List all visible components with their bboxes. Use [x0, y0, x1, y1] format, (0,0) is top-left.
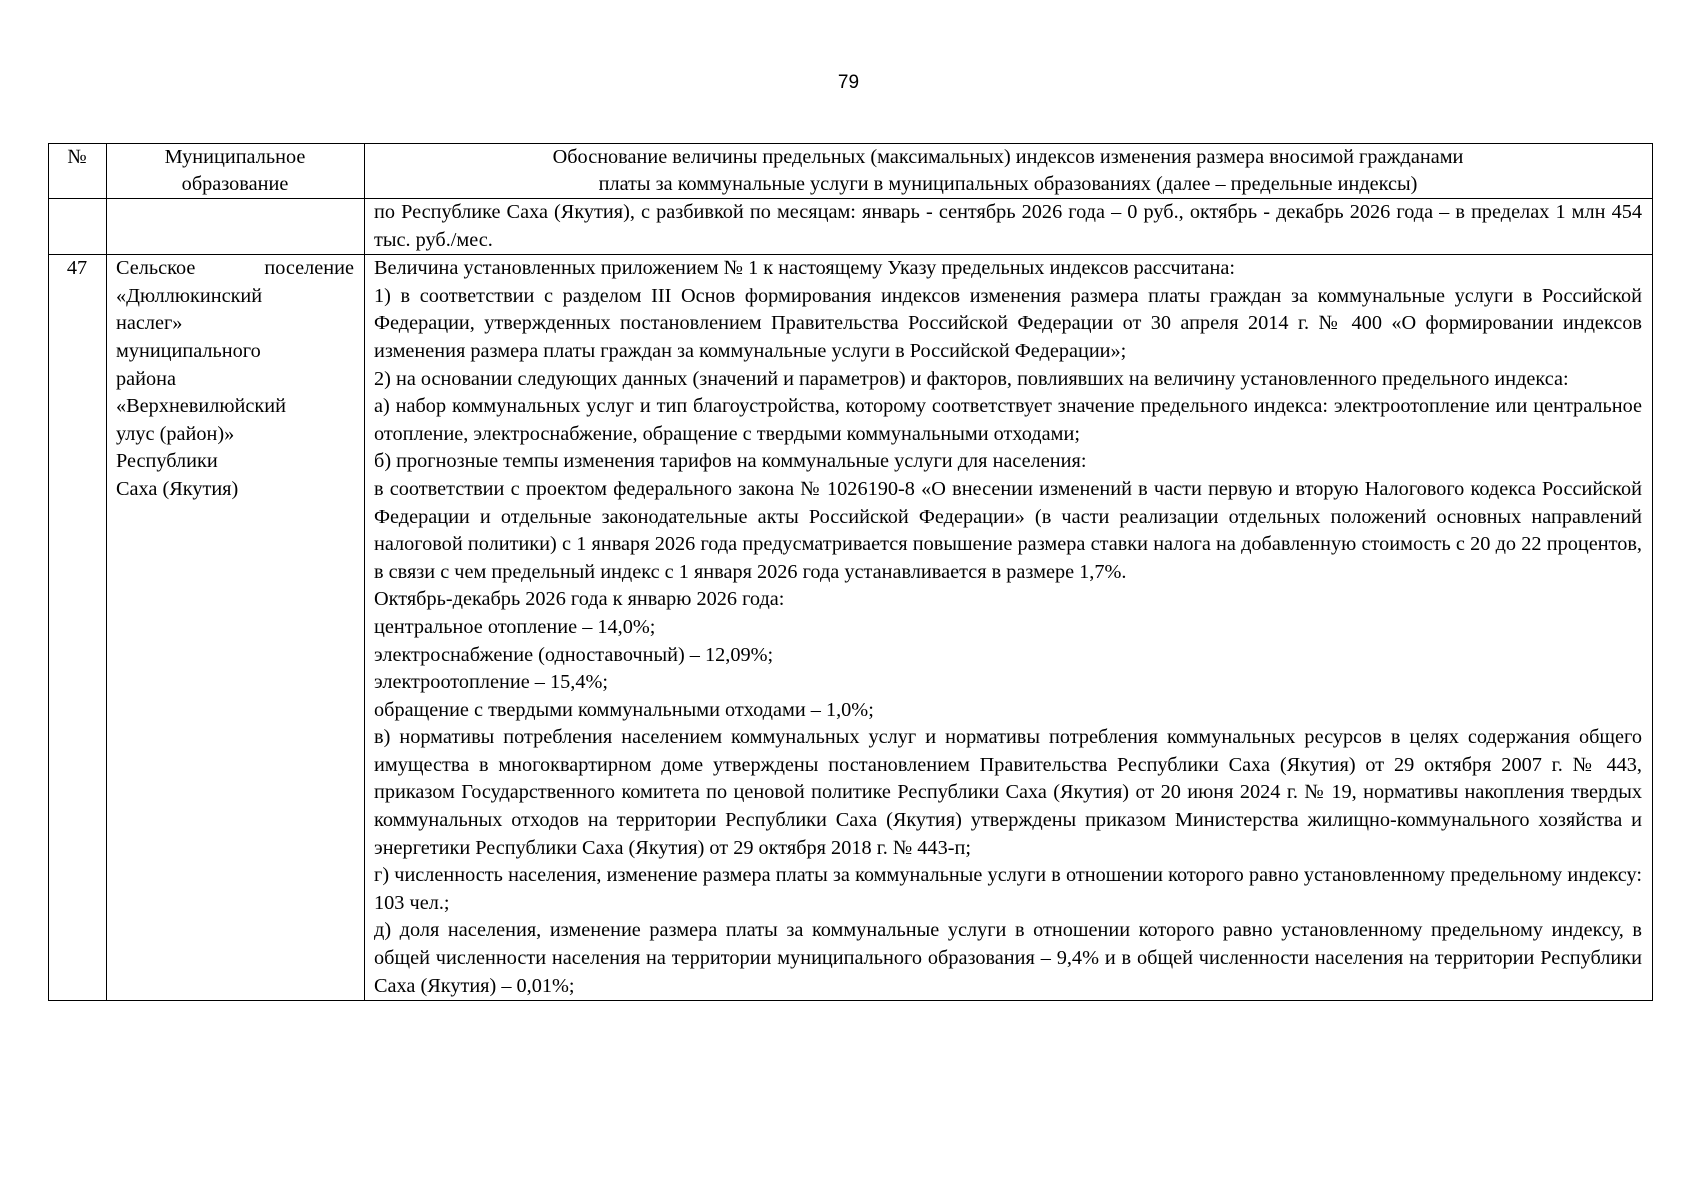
- paragraph-vat-change: в соответствии с проектом федерального закона № 1026190-8 «О внесении изменений в части первую и вторую Налогового кодекса Российской Федерации и отдельные законодательные акты Российской Федерации» (в части реализации отдельных положений основных направлений налоговой политики) с 1 января 2026 года предусматривается повышение размера ставки налога на добавленную стоимость с 20 до 22 процентов, в связи с чем предельный индекс с 1 января 2026 года устанавливается в размере 1,7%.: [374, 477, 1642, 583]
- continuation-text: по Республике Саха (Якутия), с разбивкой по месяцам: январь - сентябрь 2026 года – 0 руб., октябрь - декабрь 2026 года – в пределах 1 млн 454 тыс. руб./мес.: [374, 201, 1642, 251]
- cell-municipality: [107, 199, 365, 255]
- header-municipality-line: образование: [181, 173, 289, 195]
- paragraph-item-2: 2) на основании следующих данных (значений и параметров) и факторов, повлиявших на величину установленного предельного индекса:: [374, 367, 1569, 390]
- paragraph-intro: Величина установленных приложением № 1 к настоящему Указу предельных индексов рассчитана:: [374, 257, 1236, 280]
- cell-justification: [365, 199, 1653, 255]
- paragraph-period: Октябрь-декабрь 2026 года к январю 2026 года:: [374, 588, 785, 611]
- justification-table: [48, 143, 1653, 1001]
- paragraph-item-a: а) набор коммунальных услуг и тип благоустройства, которому соответствует значение предельного индекса: электроотопление или центральное отопление, электроснабжение, обращение с твердыми коммунальными отходами;: [374, 395, 1642, 445]
- justification-text: [365, 255, 1653, 1001]
- municipality-line: «Дюллюкинский: [116, 284, 263, 307]
- page-number: 79: [837, 72, 860, 93]
- header-number: №: [49, 144, 107, 199]
- header-justification-line: платы за коммунальные услуги в муниципальных образованиях (далее – предельные индексы): [598, 173, 1418, 195]
- municipality-name: [107, 255, 365, 1001]
- paragraph-item-d: д) доля населения, изменение размера платы за коммунальные услуги в отношении которого равно установленному предельному индексу, в общей численности населения на территории муниципального образования – 9,4% и в общей численности населения на территории Республики Саха (Якутия) – 0,01%;: [374, 919, 1642, 997]
- header-justification-line: Обоснование величины предельных (максимальных) индексов изменения размера вносимой гражданами: [552, 146, 1464, 168]
- paragraph-item-b: б) прогнозные темпы изменения тарифов на коммунальные услуги для населения:: [374, 450, 1087, 473]
- paragraph-electric-heating: электроотопление – 15,4%;: [374, 671, 609, 694]
- table-row: [49, 199, 1653, 255]
- paragraph-item-g: г) численность населения, изменение размера платы за коммунальные услуги в отношении которого равно установленному предельному индексу: 103 чел.;: [374, 864, 1642, 914]
- paragraph-waste: обращение с твердыми коммунальными отходами – 1,0%;: [374, 698, 874, 721]
- municipality-line: муниципального: [116, 339, 261, 362]
- paragraph-heating: центральное отопление – 14,0%;: [374, 615, 656, 638]
- municipality-line: «Верхневилюйский: [116, 395, 286, 418]
- paragraph-electricity: электроснабжение (одноставочный) – 12,09%;: [374, 643, 774, 666]
- municipality-line: района: [116, 367, 176, 390]
- municipality-line: наслег»: [116, 312, 183, 335]
- cell-number: [49, 199, 107, 255]
- table-header-row: [49, 144, 1653, 199]
- header-justification: [365, 144, 1653, 199]
- header-municipality-line: Муниципальное: [164, 146, 306, 168]
- paragraph-item-v: в) нормативы потребления населением коммунальных услуг и нормативы потребления коммунальных ресурсов в целях содержания общего имущества в многоквартирном доме утверждены постановлением Правительства Республики Саха (Якутия) от 29 октября 2007 г. № 443, приказом Государственного комитета по ценовой политике Республики Саха (Якутия) от 20 июня 2024 г. № 19, нормативы накопления твердых коммунальных отходов на территории Республики Саха (Якутия) утверждены приказом Министерства жилищно-коммунального хозяйства и энергетики Республики Саха (Якутия) от 29 октября 2018 г. № 443-п;: [374, 726, 1642, 859]
- municipality-line: улус (район)»: [116, 422, 235, 445]
- municipality-line: Республики: [116, 450, 218, 473]
- municipality-line: Сельское поселение: [116, 257, 354, 280]
- table-row: [49, 255, 1653, 1001]
- row-number: 47: [49, 255, 107, 1001]
- header-municipality: [107, 144, 365, 199]
- paragraph-item-1: 1) в соответствии с разделом III Основ формирования индексов изменения размера платы граждан за коммунальные услуги в Российской Федерации, утвержденных постановлением Правительства Российской Федерации от 30 апреля 2014 г. № 400 «О формировании индексов изменения размера платы граждан за коммунальные услуги в Российской Федерации»;: [374, 284, 1642, 362]
- municipality-line: Саха (Якутия): [116, 477, 239, 500]
